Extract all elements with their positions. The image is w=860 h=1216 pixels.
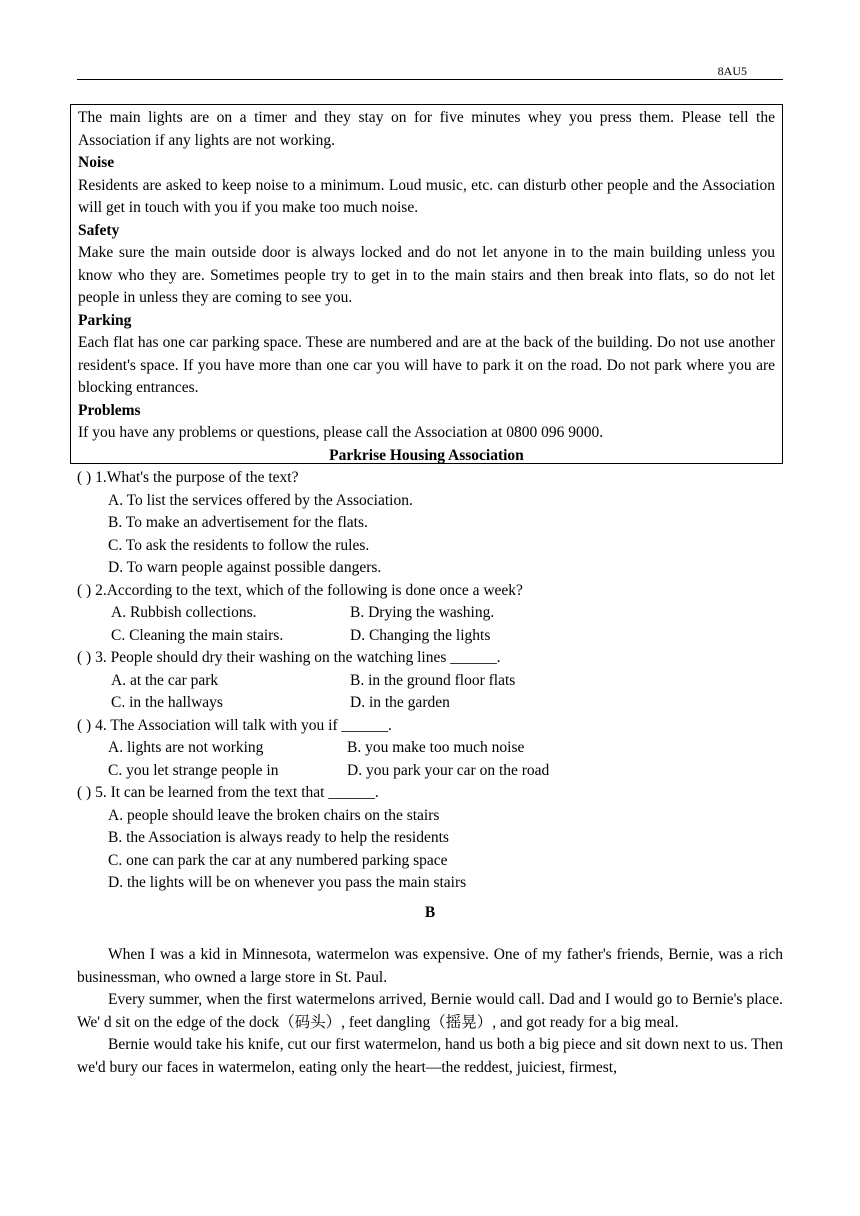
question-stem: ( ) 3. People should dry their washing on the watching lines ______. xyxy=(77,649,501,666)
page-code: 8AU5 xyxy=(717,64,747,78)
section-title: B xyxy=(424,904,436,921)
answer-option: D. in the garden xyxy=(350,694,450,711)
question-stem: ( ) 2.According to the text, which of the following is done once a week? xyxy=(77,581,523,599)
answer-option: C. one can park the car at any numbered parking space xyxy=(108,851,448,869)
answer-option: A. To list the services offered by the Association. xyxy=(108,491,413,509)
notice-paragraph: Each flat has one car parking space. These are numbered and are at the back of the building. Do not use another resident's space. If you have more than one car you will have to park it on the road. Do not park where you are blocking entrances. xyxy=(78,334,775,396)
answer-option: B. in the ground floor flats xyxy=(350,671,516,689)
answer-option: B. Drying the washing. xyxy=(350,604,495,621)
answer-option-row xyxy=(77,625,783,648)
question-stem: ( ) 4. The Association will talk with you if ______. xyxy=(77,716,392,734)
notice-heading: Safety xyxy=(78,221,120,239)
notice-paragraph: Residents are asked to keep noise to a minimum. Loud music, etc. can disturb other people and the Association will get in touch with you if you make too much noise. xyxy=(78,176,775,216)
question-stem: ( ) 1.What's the purpose of the text? xyxy=(77,469,299,486)
answer-option: D. you park your car on the road xyxy=(347,761,550,779)
answer-option: A. at the car park xyxy=(111,671,219,689)
questions-section xyxy=(77,467,783,895)
answer-option: D. To warn people against possible dangers. xyxy=(108,559,382,576)
answer-option: B. you make too much noise xyxy=(347,739,525,756)
answer-option-row xyxy=(77,670,783,693)
notice-heading: Noise xyxy=(78,154,115,171)
passage-paragraph: Bernie would take his knife, cut our first watermelon, hand us both a big piece and sit down next to us. Then we'd bury our faces in watermelon, eating only the heart—the reddest, juiciest, firmest, xyxy=(77,1036,783,1076)
answer-option-row xyxy=(77,602,783,625)
notice-paragraph: Make sure the main outside door is always locked and do not let anyone in to the main building unless you know who they are. Sometimes people try to get in to the main stairs and then break into flats, so do not let people in unless they are coming to see you. xyxy=(78,244,775,306)
answer-option: C. To ask the residents to follow the rules. xyxy=(108,536,370,554)
answer-option: A. people should leave the broken chairs on the stairs xyxy=(108,806,440,824)
passage-paragraph: When I was a kid in Minnesota, watermelon was expensive. One of my father's friends, Bernie, was a rich businessman, who owned a large store in St. Paul. xyxy=(77,946,783,986)
answer-option: D. the lights will be on whenever you pass the main stairs xyxy=(108,874,467,891)
notice-paragraph: The main lights are on a timer and they stay on for five minutes whey you press them. Please tell the Association if any lights are not working. xyxy=(78,109,775,149)
answer-option-row xyxy=(77,760,783,783)
notice-signature: Parkrise Housing Association xyxy=(329,446,524,464)
header-rule xyxy=(77,79,783,80)
notice-box xyxy=(70,104,783,464)
passage-paragraph: Every summer, when the first watermelons arrived, Bernie would call. Dad and I would go to Bernie's place. We' d sit on the edge of the dock（码头）, feet dangling（摇晃）, and got ready for a big meal. xyxy=(77,991,783,1031)
answer-option: C. you let strange people in xyxy=(108,761,279,779)
notice-heading: Problems xyxy=(78,401,141,419)
notice-heading: Parking xyxy=(78,311,132,329)
answer-option: D. Changing the lights xyxy=(350,626,491,644)
answer-option-row xyxy=(77,737,783,760)
notice-paragraph: If you have any problems or questions, please call the Association at 0800 096 9000. xyxy=(78,424,604,441)
answer-option: B. the Association is always ready to help the residents xyxy=(108,829,449,846)
answer-option: A. lights are not working xyxy=(108,739,264,756)
answer-option-row xyxy=(77,692,783,715)
answer-option: B. To make an advertisement for the flats. xyxy=(108,514,368,531)
question-stem: ( ) 5. It can be learned from the text that ______. xyxy=(77,784,379,801)
answer-option: C. Cleaning the main stairs. xyxy=(111,626,284,644)
answer-option: A. Rubbish collections. xyxy=(111,604,257,621)
passage-b xyxy=(77,944,783,1079)
answer-option: C. in the hallways xyxy=(111,694,223,711)
